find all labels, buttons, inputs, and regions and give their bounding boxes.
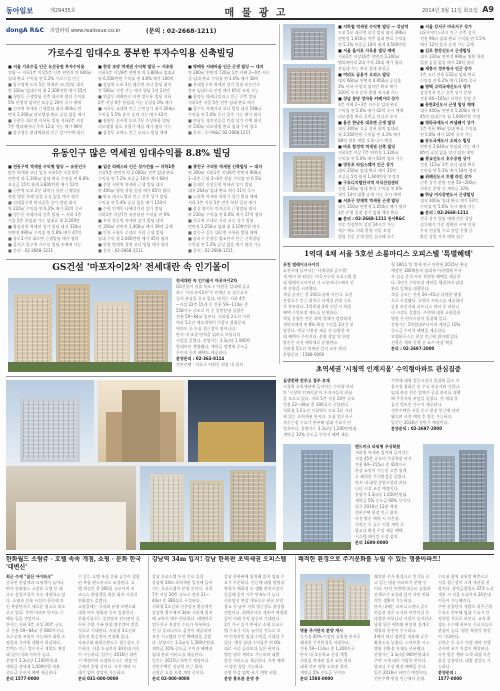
ad-article-text: 청 180호'의 별세 연구 연락된 2015년 완공 예정인 180채용의 임대형 아파텔에 투자 자 실증 분석 자산 특별한 혜택을 제공한 다. 3년간 수익보장 계약을 체결하며 임대 관리 일체를 대행한다. 객실 규모는 전용 20~45㎡ 다양한 평형 으로 구성됐다. 호텔식 서비스를 제공하며 공용 라운지와 피트니스 센터 등 커뮤니 티 시설도 갖췄다. 주변에 대형 쇼핑몰과 병원 등 편의시설이 밀집해 있다. 분양가는 1억원대부터이며 계약금 10% 중도금 무이자 혜택을 제공한다. 모델하우스는 현장 인근에 위치해 있다. 선착순 계약 진행 중 조기 마감 예상. 문의 : 02-2697-2000: [391, 262, 468, 351]
ad-headline-premium-apt: 쾌적한 환경으로 주거문화를 누릴 수 있는 명품아파트!: [298, 556, 441, 563]
column-divider: [279, 24, 280, 364]
divider: [6, 145, 276, 146]
ad-listing-text: ■ 서울 가로수길 인근 도산공원 투자수익용 빌딩 — 지하1층 지상5층 신축 연면적 약 600㎡ 임대 완료 수익률 연 5.2% 가로수길 인근 ■ 압구정역 도보 5분 역세권 코너빌딩 대지 약 330㎡ 임대수익 월 2,300만원 매가 55억 ■ 청담동 근생빌딩 신축 대로변 위치 수익률 5% 안정적 임차인 보증금 20억 즉시 매매 ■ 신사역 역세권 근생빌딩 대지 400㎡ 연 면적 1,200㎡ 리모델링 완료 공실 없음 매가 ■ 논현동 대로변 사옥용 빌딩 지하2층 지상 7층 엘리베이터 주차 12대 가능 매가 98억 ■ 압구정동 현대백화점 인근 상가주택 대지: [8, 64, 92, 135]
ad-article-text: 포천 엠레이크사이더 포천시에 들어서는 '사계절형 골프텔' 캐 에서 워 된다는 마곡지구의 오피스텔 빌 딩 엠레이크사이더 가 소룡마디스에서 선 착 분양을 시작했다. 객실 숫자는 총 200호실에 이른다. 포천 산정호수 인근 위치로 사계절 관광 수요 가 풍부하다. 1억원대 4채 구입 시 특별 혜택 수익보장 제도를 운영한다. 객실 운영은 전문 위탁 업체가 담당하며 계약자에게 연 8% 확정 수익을 2년간 보 장한다. 객실 이용권 제공 등 다양한 부 대 혜택이 주어진다. 분양 상담 및 현장 방문은 사전 예약제로 운영된다. 지하철 5호선 역세권 입지 교통 편리. 분양문의 : 1588-0000: [283, 262, 387, 358]
tower-photo: [283, 444, 351, 550]
ad-article-text: 강남 오피스텔 투자 수요 몰림 강남역 34m 초역세권 입지에 들어 서는 오피스텔이 분양 중이다. 지하 7층 지상 20층 규모로 전용 21~ 44㎡ 총 380실로 구성된다. 지하철 2호선과 신분당선 환승역인 강남역 출구에서 34m 거리에 위치 해 교통이 매우 편리하다. 테헤란로 업무지구 직장인 수요가 풍부하다. 전 실 풀퍼니시드 옵션이 제공되며 보안 시스템과 무인 택배함을 갖췄 다. 분양가는 3.3㎡당 1,300만원대. 계약금 10% 중도금 무이자 혜택과 임대 관리 서비스를 제공한다. 입주는 2015년 하반기 예정이다. 견본주택은 강남역 인근 위치. 선착순 호실 지정 계약 중이다. 문의 02-000-0000: [152, 574, 215, 681]
section-title: 매 물 광 고: [224, 8, 288, 19]
building-photo: [283, 152, 335, 192]
ad-headline-yield: 유동인구 많은 역세권 임대수익률 8.8% 빌딩: [51, 149, 231, 159]
ad-article-text: 수도권 광역 교통망 확충으로 서울 접근성이 크게 개선될 전 망이다. 광역급행철도 GTX 노선 개통 시 서울 도심까지 20분대 이동이 가능해진다. 주변 산업단지 개발로 직주근접 수요도 풍부해 임대 수요가 안 정적일 것으로 보인다. 교육 환 경도 우수해 학부모 수요자들의 관심이 높다. 명문 학원가 형성 이 기대된다. 선착순 동 호수 지정 계약 진행 중이며 조기 마감이 예상된다. 사전 방문 예약 고객 대상 사은 품을 증정한다. 대출 상담도 가 능하다. 분양문의 : 1577-0000: [438, 574, 494, 681]
divider: [283, 246, 494, 247]
ad-listing-text: ■ 연동구역 역세권 수익형 빌딩 — 유동인구 많은 역세권 코너 입지 지하1층 지상 6층 연면적 약 1,100㎡ 임대 완료 수익률 연 8.8% 보증금 15억 월세 3,800만원 매가 52억 ■ 신촌역 도보 2분 대학가 상권 근생빌딩 학원 병원 카페 입점 공실 없음 매가 협의 ■ 건대입구역 먹자골목 상가 빌딩 대지 약 220㎡ 수익률 연 6.2% 매가 33억 즉시 ■ 성수동 카페거리 신축 빌딩 — 지하 1층 지상 5층 통임대 가능 임대료 월 2,200만 ■ 왕십리역 역세권 상가 빌딩 대지 330㎡ 연면적 990㎡ 수익률 연 5.8% 매가 47억 ■ 종로3가역 대로변 근생빌딩 매가 협의 ■ 을지로 입구역 사무실 빌딩 통매매 가능 ■ 문의 : 02-2668-1211: [8, 164, 89, 253]
building-photo: [283, 196, 335, 238]
ad-subhead: 실생전략 전주고 접주 호재: [283, 378, 330, 383]
building-photo: [283, 24, 335, 60]
building-photo: [283, 64, 335, 104]
ad-article-text: 전세대란 속 인기몰이 마포자이2차 GS건설이 서울 마포구 아현동 일대에 공급 하는 '마포자이2차'가 전세난 속 실수요자 들의 관심을 끌고 있다. 단지는 지하 4층 ~지상 22층 15개 동 전용 59~114㎡ 총 558가구 규모로 이 중 일반분양 물량은 전용 59~84㎡ 일부다. 지하철 2호선 아현 역과 5호선 애오개역이 가깝고 광화문과 여의도 등 도심 접근성이 뛰어나다. 단지 내 조경 면적을 넓히고 커뮤니티 시설을 갖췄다. 분양가는 3.3㎡당 1,900만 원대부터 책정됐다. 계약금 정액제 중도금 무이자 등의 혜택도 제공한다. 분양문의 : 02-363-8114 견본주택 : 마포구 아현동 현장 내 위치: [176, 278, 251, 367]
issue-number: 제29435호: [50, 8, 76, 14]
ad-listing-text: ■ 한강 조망 역세권 수익형 빌딩 — 서초동 지하1층 지상8층 연면적 약 1,800㎡ 임대료 월 6,500만원 수익률 연 4.8% 매가 160억 ■ 강남역 도보 3분 대로변 코너 빌딩 대지 약 500㎡ 신축 가능 매가 평당 1억 2천만 ■ 역삼동 테헤란로 이면 업무용 빌딩 지하 2층 지상 6층 통임대 가능 공실률 0% 매가 ■ 서초동 교대역 인근 근린상가 대지 264㎡ 수익률 5.5% 융자 승계 가능 매가 42억 ■ 잠원동 신사역 도보 7분 주상복합 빌딩 리모델링 필요 저평가 매물 매가 협의 가능 ■ 삼성동 코엑스 인근 오피스 빌딩 매매: [98, 64, 176, 135]
column-divider: [295, 556, 296, 686]
ad-photo-collage: [6, 380, 276, 550]
agency-site: 리얼파워 www.realissue.co.kr: [50, 28, 121, 34]
ad-article-text: 실생전략 전주고 접주 호재 시청역 초역세권에 들어서는 수익형 아파 트 '시청역 인계지움'이 투자자들의 관심 을 모으고 있다. 지하 5층 지상 20층 규모 전용 22~49㎡ 총 300실로 구성된다. 지하철 1·2호선 시청역이 도보 1분 거리 에 있는 초역세권 단지다. 도심 업무지구 직주근접 수요가 풍부해 임대 수요가 안 정적이다. 분양가는 3.3㎡당 1,200만원대. 계약금 10% 중도금 무이자 혜택 제공.: [283, 378, 387, 440]
ad-headline-officetel: 1억대 4채 서울 5호선 소룡마디스 오피스텔 '특별혜택': [304, 249, 473, 258]
ad-phone: 분양문의 : 02-2697-2000: [391, 426, 442, 431]
realty-banner: [6, 24, 276, 44]
ad-listing-text: ■ 지하철 역세권 수익형 빌딩 — 강남역 도보 5분 대로변 코너 빌딩 대지 396㎡ 연면적 1,650㎡ 전층 임대 완료 수익률 연 5.1% 보증금 18억 월세 4,500만원 ■ 서울 을지로 사옥용 빌딩 매매 지하2층 지상10층 연면적 3,300㎡ 엘리베이터 2대 주차 20대 매가 협의 통임대 가능 관리 상태 최상급 ■ 여의도 금융가 오피스 빌딩 대지 660㎡ 연면적 4,950㎡ 공실률 3% 이하 안정적 임차인 확보 매가 320억 투자 문의 환영 직거래 가능 ■ 성남 분당 정자동 카페거리 상가 1층 카페 2~3층 사무실 임대 완료 수익률 연 5.6% 매가 42억 즉시 매매 리모델링 완료 신축급 컨디션 유지 ■ 용산 한남동 대로변 근생 빌딩 대지 300㎡ 고급 상권 위치 임대료 월 3,200만원 수익률 연 4.3% 매가 88억 향후 개발 호재 다수 예정 ■ 마포 합정역 역세권 신축 빌딩 지하1층 지상 7층 연면적 1,320㎡ 수익률 연 5.0% 매가 63억 협의 가능 ■ 영등포 타임스퀘어 인근 상가 대지 250㎡ 임대 완료 매가 35억 보증금 5억 월세 1,600만원 안정적 ■ 구로디지털단지역 지식산업센터 전용 330㎡ 임대 완료 수익률 연 6% 매가 14억 대출 승계 가능 즉시 매매 ■ 서초구 양재역 역세권 근생 빌딩 대지 350㎡ 연면적 1,050㎡ 매가 협의 1층 은행 입점 장기 임대 계약 완료 ■ 문의 : 02-2668-1211 동아R&C 전문 컨설턴트 상담 24시간 가능 매수 매도 의뢰 환영 비밀 보장 빌딩 전문 중개 법인 실거래 다수: [338, 24, 409, 239]
ad-listing-text: ■ 방배동 서래마을 인근 근생 빌딩 — 대지 약 280㎡ 연면적 720㎡ 1층 카페 2~4층 사무 실 임대 완료 수익률 연 4.6% 매가 38억 ■ 홍대입구역 역세권 상가 빌딩 유동인구 풍부 임대수요 안정 매가 65억 조정 가능 ■ 합정동 메세나폴리스 인근 신축 빌딩 지하1층 지상 5층 전층 임대 완료 매가 ■ 상수동 카페거리 코너 빌딩 대지 198㎡ 수익률 연 5.0% 즉시 입주 가능 매가 협의 ■ 연남동 경의선숲길 인접 상가 주택 대지 약 230㎡ 리모델링 완료 임대 수익 양호 ■ 문의 : 동아R&C 02-2668-1211: [188, 64, 270, 135]
issue-date: 2014년 3월 11일 화요일: [421, 8, 478, 14]
ad-subhead: 포천 엠레이크사이더: [283, 262, 320, 267]
ad-article-text: 수 있는 호텔 특징 문화 공간이 결합 된 복합 랜드마크로 조성된다. 호 텔 객실은 총 300실 규모이며 비 즈니스 관광객을 위한 회의 시설과 연회장도 갖췄다. 쇼핑몰에는 국내외 유명 브랜드와 대형 마트 영화관 등이 입점한다. 문화시설로는 공연장과 전시관이 들 어서 주말 가족 단위 방문객이 많을 것으로 기대된다. 지하철 3호선과 경의선 환승역이 인접해 있다. 자유로와 외곽순환도로 접근성도 우 수하다. 서울 도심까지 30분대 이동 이 가능하다. 입주는 2016년 하반 기 예정이며 모델하우스는 현장 인 근에서 운영 중이다. 사전 예약 시 대기 없이 상담이 가능하다. 문의 031-000-0000: [78, 574, 140, 681]
ad-article-text: 강남 한복판에 위치해 있어 임대 수 요가 꾸준하다. 인근에 대형 병원과 학원가 백화점 등 생활 편의시설이 밀집해 있어 거주 만족도가 높다. 신분당선 연장 개통으로 판교 분당 광교 등 남부 지역 접근성도 향상될 전망이다. 위례신사선 개통이 예정돼 있어 미래 가치 상승이 기대된다. 1인 가구 증가 추세로 소형 오피스 텔 수요가 지속 늘어날 것으로 보 여 안정적인 임대 수익을 기대할 수 있다. 예상 임대 수익률은 연 6% 대로 시중 금리보다 높은 편이다. 법인 명의 계약도 가능하며 대출 알선 서비스를 제공한다. 사전 예약 시 방문 상담 가능하다. 분양 마감 임박 조기 계약 권장. 분양 홍보관 운영 중: [224, 574, 288, 681]
ad-listing-text: ■ 일산 라페스타 인근 상가건물 — 지하1층 지상5층 연면적 약 2,000㎡ 전층 임대 완료 수익률 연 7.2% 보증금 10억 매가 68억 ■ 분당 서현역 역세권 근생 빌딩 대지 약 400㎡ 병원 학원 입점 매가 85억 협의 ■ 판교 테크노밸리 인근 신축 상가 빌딩 수익률 연 5.4% 공실 없음 매가 120억 ■ 수원 인계동 나혜석거리 상가 빌딩 지하1층 지상7층 유흥상권 수익률 연 9% ■ 부천 상동역 역세권 상가 빌딩 대지 약 350㎡ 연면적 1,400㎡ 매가 39억 급매 ■ 인천 구월동 로데오 거리 근생 빌딩 임대 수익 월 2,600만원 매가 45억 협의 ■ 안양 범계역 상권 코너 빌딩 매가 협의 ■ 문의 : 02-2668-1211: [98, 164, 175, 253]
ad-headline-gs: GS건설 '마포자이2차' 전세대란 속 인기몰이: [52, 263, 230, 273]
ad-headline-hanwha: 한화월드 소람쥬 · 호텔 속속 개점, 쇼핑 · 문화 한국 '대변신': [6, 556, 142, 571]
ad-article-text: 명품 주거단지 분양 개시 녹지율 40% 이상의 공원형 단지로 쾌적한 주거환경을 자랑한다. 전용 59~114㎡ 총 1,200가구. 단지 내 초등학교 신설 예정. 지하철 역세권 입지 교통 편리. 대형 마트 병원 도보권 위치. 계약금 5% 중도금 무이자. 문의 1588-0000: [300, 628, 361, 681]
divider: [6, 44, 276, 45]
newspaper-logo: 동아일보: [6, 7, 34, 15]
divider: [283, 361, 494, 362]
ad-article-text: 주변에 대형 업무시설이 밀집해 있고 서 울시청 광화문 등 주요 관공서와 가깝다. 임대 관리 전문 업체가 공실 관리를 대행 해 투자자의 부담을 줄였다. 전 세대 풀 옵션 빌트인 가구가 제공된다. 견본주택은 서울 중구 현장 인근에 마련 됐으며 사전 예약 후 방문 가능하다. 입주는 2016년 상반기 예정이다. 분양문의 : 02-2697-2000: [391, 378, 494, 440]
apartment-photo: [8, 278, 172, 372]
masthead: [6, 3, 494, 20]
apartment-photo: [300, 574, 370, 626]
divider: [6, 554, 494, 555]
ad-article-text: 랜드마크 타워형 주상복합 지하철 역세권 입지에 들어서는 지상 45층 규모의 주상복합 단지. 전용 84~155㎡ 총 420가구. 한강 조망이 가능한 고층 설계 로 쾌적한 주거환경을 갖췄다. 단지 내 대형 상업시설과 커뮤 니티 시설 조성 예정이다. 분양가 3.3㎡당 1,650만원대. 계약금 5% 중도금 60% 무이자. 입주 2016년 12월 예정. 견본주택 현장 인근 위치. 사전 방문 예약 시 사은품. 선착순 동 호수 지정 계약 중. 발코니 확장 무상 제공 혜택. 시스템 에어컨 무상 설치. 문의 1600-0000: [355, 444, 413, 545]
tower-photo: [423, 444, 494, 550]
page-number: A9: [482, 5, 494, 14]
ad-article-text: 최근 수에 "일산 아이파크" 중국인 관광객과 쇼핑객이 늘어나 면서 한화월드 소람쥬 호텔 등 대 규모 상업시설이 속속 개점하고 있 다. 쇼핑과 문화 시설이 한곳에 모 인 복합단지로 새로운 명소로 떠오 르고 있다. 주변 아파트 단지도 수 혜를 입을 전망이다. 단지는 지하 3층 지상 30층 규모 로 전용 59~84㎡ 총 800가구다. 호수공원 조망이 가능하며 대형 쇼 핑몰과 가까워 생활이 편리하다. 킨텍스 인근 업무지구 개발도 예정 돼 있어 미래 가치가 높다. 분양가 3.3㎡당 1,100만원대. 계약금 정액제 1,000만원 적용. 중도금 무이자 혜택 제공한다. 문의 1577-0000: [6, 574, 66, 681]
ad-listing-text: ■ 서울 강서구 마곡지구 상가 LG사이언스파크 인근 신축 상가 전용 99㎡ 임대 완료 수익률 연 5.5% 매가 12억 융자 승계 가능 급매 ■ 김포 한강신도시 근생빌딩 대지 330㎡ 연면적 990㎡ 병원 학원 입점 공실 없음 매가 28억 협의 ■ 세종시 정부청사 인근 상가 1층 코너 전용 132㎡ 임대 완료 수익률 연 6.2% 매가 16억 즉시 ■ 평택 고덕국제신도시 상가 삼성전자 인근 신축 상가 분양 전용 66~165㎡ 선착순 분양 중 ■ 동탄2신도시 근생 빌딩 매매 대지 400㎡ 연면적 1,200㎡ 매가 45억 임대수익 월 1,900만원 안정 ■ 청라국제도시 커낼웨이 상가 1층 전용 99㎡ 임대 완료 수익률 연 5.8% 매가 10억 융자 가능 ■ 송도국제도시 오피스 빌딩 연면적 2,640㎡ 통임대 가능 매가 85억 공실 없음 장기 임차 계약 ■ 광교신도시 호수공원 상가 전용 115㎡ 1층 코너 임대 완료 수익률 연 5.3% 매가 18억 협의 ■ 위례신도시 트램 라인 상가 신축 상가 분양 전용 50~200㎡ 선착순 분양 중 계약금 10% ■ 하남 미사강변도시 근생빌딩 대지 300㎡ 임대 완료 매가 33억 수익률 연 5.6% 즉시 매매 가능 ■ 문의 : 02-2668-1211 전국 상가 빌딩 매매 전문 상담 실거래가 기준 정확한 시세 안내 투자 컨설팅 무료 상담 진행 중 방문 상담 사전 예약 필수: [420, 24, 486, 239]
agency-brand: dongA R&C: [6, 27, 44, 34]
ad-article-text: 쾌적한 주거 환경으로 인기를 끌 고 있는 명품 아파트가 분양 중 이다. 단지 주변에 대규모 공원과 산책로가 조성돼 있어 자연 친화 적인 생활이 가능하다. 단지 내에는 피트니스센터 골프 연습장 작은 도서관 어린이집 등 다양한 커뮤니티 시설이 들어선다. 남향 위주 배치와 판상형 설계로 채광과 통풍이 우수하다. 4베이 혁신 평면을 적용해 공간 활용도를 높였다. 스마트홈 시스 템과 친환경 자재를 사용했다. 분양가는 3.3㎡당 900만원대로 주변 시세 대비 저렴한 편이다. 발코니 무상 확장 혜택을 준다. 입주 2016년 하반기 예정이다. 견본주택 현장 인근에서 운영.: [374, 574, 434, 681]
divider: [6, 259, 276, 260]
ad-headline-cityhall: 초역세권 '시청역 인계지움' 수익형아파트 관심집중: [316, 365, 461, 373]
column-divider: [148, 556, 149, 686]
ad-headline-gangnam: 강남역 34m 입지! 강남 한복판 초역세권 오피스텔: [152, 556, 287, 563]
ad-headline-garosu: 가로수길 임대수요 풍부한 투자수익용 신축빌딩: [47, 49, 235, 59]
ad-listing-text: ■ 광진구 구의동 역세권 신축빌딩 — 대지 약 300㎡ 지하1층 지상6층 연면적 900㎡ 1~2층 근생 3~6층 원룸 수익률 연 6.5% ■ 동대문 신설동역 역세권 상가 빌딩 대지 264㎡ 임대 완료 매가 31억 즉시 ■ 노원역 역세권 학원가 상가 빌딩 매매 지하 1층 지상 5층 전층 학원 입점 매가 ■ 잠실 방이동 먹자골목 근생빌딩 대지 약 230㎡ 수익률 연 6.0% 매가 37억 협의 ■ 천호역 로데오 거리 코너 상가 빌딩 연면적 1,250㎡ 임대 월 3,100만원 매가 ■ 강동구 길동 대로변 사옥용 빌딩 매매 ■ 송파구 문정동 법조단지 인근 신축빌딩 수익률 연 5.2% 공실 없음 매가 협의 가능 ■ 문의 : 02-2668-1211: [188, 164, 263, 253]
agency-phone: (문의 : 02-2668-1211): [146, 28, 217, 35]
divider: [6, 376, 276, 377]
building-photo: [283, 108, 335, 148]
